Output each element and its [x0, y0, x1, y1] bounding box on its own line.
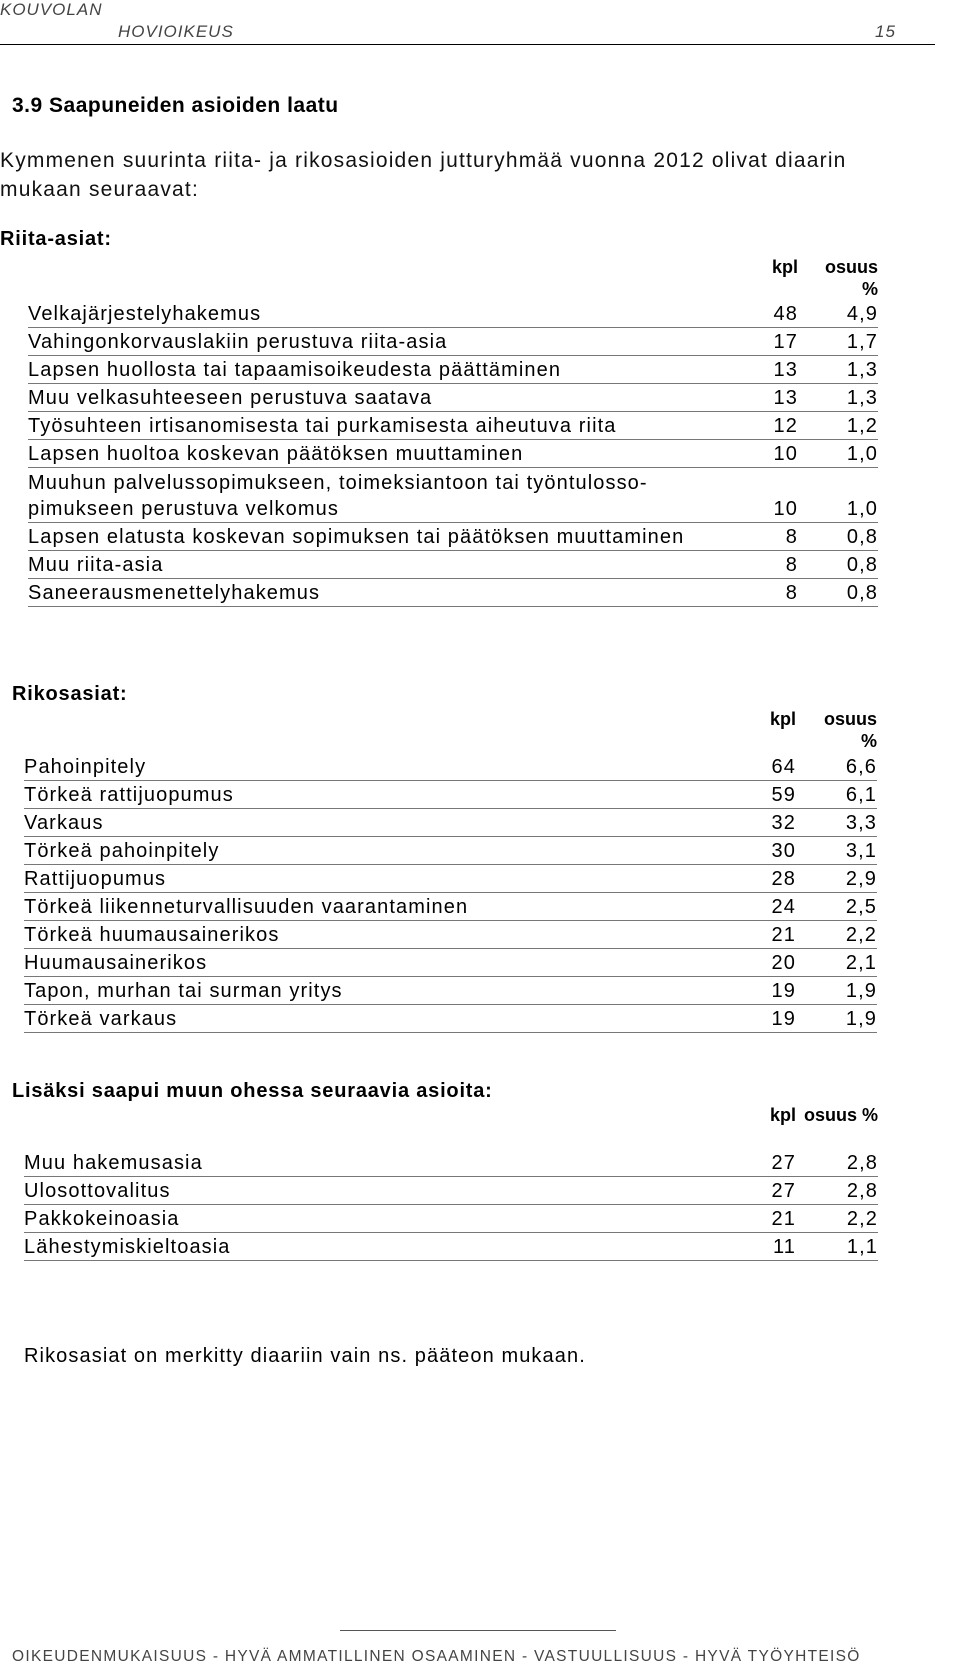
- header-org-line1: KOUVOLAN: [0, 0, 103, 19]
- row-label: Lapsen elatusta koskevan sopimuksen tai päätöksen muuttaminen: [28, 523, 708, 551]
- row-count: 20: [706, 949, 796, 977]
- footer-divider: [340, 1630, 616, 1631]
- row-share: 6,1: [796, 781, 877, 809]
- row-count: 48: [708, 300, 798, 328]
- header-spacer: [28, 256, 708, 300]
- row-count: 27: [706, 1149, 796, 1177]
- header-org-line2: HOVIOIKEUS: [118, 22, 234, 41]
- table-row: [24, 921, 877, 949]
- row-share: 3,1: [796, 837, 877, 865]
- table-header-row: [28, 256, 878, 300]
- row-share: 2,5: [796, 893, 877, 921]
- row-share: 2,1: [796, 949, 877, 977]
- row-share: 1,0: [798, 468, 878, 523]
- table-row: [24, 1205, 878, 1233]
- row-share: 1,7: [798, 328, 878, 356]
- table-row: [28, 384, 878, 412]
- row-label: Muu riita-asia: [28, 551, 708, 579]
- column-header-osuus: osuus %: [823, 709, 877, 751]
- table-row: [24, 753, 877, 781]
- table-header-row: [24, 1104, 878, 1149]
- criminal-heading: Rikosasiat:: [12, 683, 128, 705]
- row-count: 28: [706, 865, 796, 893]
- row-label: Muu velkasuhteeseen perustuva saatava: [28, 384, 708, 412]
- table-row: [28, 468, 878, 523]
- table-row: [24, 893, 877, 921]
- row-share: 3,3: [796, 809, 877, 837]
- row-share: 0,8: [798, 551, 878, 579]
- row-label: Törkeä huumausainerikos: [24, 921, 706, 949]
- row-share: 6,6: [796, 753, 877, 781]
- row-label: Törkeä rattijuopumus: [24, 781, 706, 809]
- row-share: 1,0: [798, 440, 878, 468]
- table-row: [28, 523, 878, 551]
- section-title: 3.9 Saapuneiden asioiden laatu: [12, 94, 339, 117]
- table-row: [24, 1005, 877, 1033]
- row-count: 64: [706, 753, 796, 781]
- row-label: Velkajärjestelyhakemus: [28, 300, 708, 328]
- row-count: 8: [708, 551, 798, 579]
- column-header-osuus: osuus %: [804, 1105, 879, 1125]
- row-share: 2,8: [796, 1149, 878, 1177]
- other-heading: Lisäksi saapui muun ohessa seuraavia asioita:: [12, 1080, 493, 1102]
- row-label: Muu hakemusasia: [24, 1149, 706, 1177]
- table-row: [24, 1233, 878, 1261]
- row-count: 32: [706, 809, 796, 837]
- footer-values: OIKEUDENMUKAISUUS - HYVÄ AMMATILLINEN OSAAMINEN - VASTUULLISUUS - HYVÄ TYÖYHTEISÖ: [12, 1648, 861, 1665]
- civil-heading: Riita-asiat:: [0, 228, 112, 250]
- row-share: 1,1: [796, 1233, 878, 1261]
- civil-table: [28, 256, 878, 607]
- row-count: 8: [708, 579, 798, 607]
- row-label: Pakkokeinoasia: [24, 1205, 706, 1233]
- row-label: Tapon, murhan tai surman yritys: [24, 977, 706, 1005]
- other-table: [24, 1104, 878, 1261]
- row-label: Varkaus: [24, 809, 706, 837]
- row-count: 13: [708, 356, 798, 384]
- row-share: 4,9: [798, 300, 878, 328]
- row-share: 0,8: [798, 523, 878, 551]
- footnote: Rikosasiat on merkitty diaariin vain ns. pääteon mukaan.: [24, 1345, 586, 1367]
- row-count: 8: [708, 523, 798, 551]
- row-label: Törkeä pahoinpitely: [24, 837, 706, 865]
- column-header-kpl: kpl: [769, 709, 796, 729]
- row-label: Huumausainerikos: [24, 949, 706, 977]
- row-share: 0,8: [798, 579, 878, 607]
- table-row: [28, 356, 878, 384]
- row-share: 1,3: [798, 356, 878, 384]
- row-share: 1,3: [798, 384, 878, 412]
- table-row: [24, 1177, 878, 1205]
- table-row: [24, 1149, 878, 1177]
- table-row: [28, 440, 878, 468]
- row-share: 2,8: [796, 1177, 878, 1205]
- column-header-osuus: osuus %: [824, 257, 878, 299]
- row-share: 2,2: [796, 1205, 878, 1233]
- row-share: 1,9: [796, 1005, 877, 1033]
- table-row: [24, 837, 877, 865]
- row-count: 13: [708, 384, 798, 412]
- row-count: 12: [708, 412, 798, 440]
- row-label: Lähestymiskieltoasia: [24, 1233, 706, 1261]
- table-row: [28, 300, 878, 328]
- table-row: [24, 809, 877, 837]
- header-spacer: [24, 1104, 706, 1149]
- row-count: 21: [706, 1205, 796, 1233]
- row-count: 59: [706, 781, 796, 809]
- table-row: [24, 865, 877, 893]
- table-row: [28, 328, 878, 356]
- row-count: 30: [706, 837, 796, 865]
- row-label: Ulosottovalitus: [24, 1177, 706, 1205]
- header-spacer: [24, 708, 706, 753]
- row-share: 2,9: [796, 865, 877, 893]
- row-count: 10: [708, 440, 798, 468]
- row-label: Muuhun palvelussopimukseen, toimeksiantoon tai työntulosso-pimukseen perustuva velkomus: [28, 468, 708, 523]
- row-count: 21: [706, 921, 796, 949]
- row-count: 19: [706, 977, 796, 1005]
- criminal-table: [24, 708, 877, 1033]
- table-row: [24, 781, 877, 809]
- row-label: Törkeä liikenneturvallisuuden vaarantaminen: [24, 893, 706, 921]
- row-label: Vahingonkorvauslakiin perustuva riita-asia: [28, 328, 708, 356]
- row-label: Saneerausmenettelyhakemus: [28, 579, 708, 607]
- row-label: Pahoinpitely: [24, 753, 706, 781]
- row-share: 1,2: [798, 412, 878, 440]
- table-row: [28, 551, 878, 579]
- row-count: 24: [706, 893, 796, 921]
- row-label: Törkeä varkaus: [24, 1005, 706, 1033]
- row-label: Rattijuopumus: [24, 865, 706, 893]
- row-label: Työsuhteen irtisanomisesta tai purkamisesta aiheutuva riita: [28, 412, 708, 440]
- column-header-kpl: kpl: [771, 257, 798, 277]
- table-row: [24, 977, 877, 1005]
- column-header-kpl: kpl: [769, 1105, 796, 1125]
- table-row: [28, 579, 878, 607]
- row-share: 1,9: [796, 977, 877, 1005]
- row-count: 11: [706, 1233, 796, 1261]
- row-label: Lapsen huollosta tai tapaamisoikeudesta päättäminen: [28, 356, 708, 384]
- table-row: [28, 412, 878, 440]
- row-share: 2,2: [796, 921, 877, 949]
- table-header-row: [24, 708, 877, 753]
- page-number: 15: [875, 22, 896, 41]
- row-count: 17: [708, 328, 798, 356]
- row-count: 10: [708, 468, 798, 523]
- row-count: 27: [706, 1177, 796, 1205]
- row-label: Lapsen huoltoa koskevan päätöksen muuttaminen: [28, 440, 708, 468]
- row-count: 19: [706, 1005, 796, 1033]
- table-row: [24, 949, 877, 977]
- section-intro: Kymmenen suurinta riita- ja rikosasioiden jutturyhmää vuonna 2012 olivat diaarin mukaan seuraavat:: [0, 149, 847, 201]
- header-divider: [0, 44, 935, 45]
